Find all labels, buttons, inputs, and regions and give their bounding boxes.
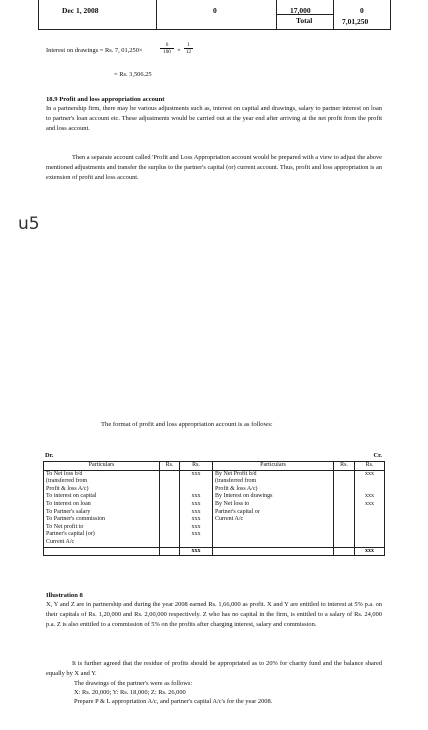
debit-particulars: To Net loss b/d (transferred from Profit & loss A/c) To interest on capital To interest on loan To Partner's salary To Partner's commission To Net profit to Partner's capital (or) Current A/c [44, 470, 160, 547]
column-header: Rs. [334, 462, 355, 471]
handwritten-mark: u5 [18, 214, 40, 234]
format-intro: The format of profit and loss appropriation account is as follows: [101, 421, 273, 428]
credit-side-label: Cr. [373, 452, 382, 459]
illustration-paragraph-2: It is further agreed that the residue of profits should be appropriated as to 20% for charity fund and the balance shared equally by X and Y. [46, 660, 382, 677]
appropriation-table [43, 461, 385, 556]
column-header: Particulars [44, 462, 160, 471]
value-cell: 0 [360, 6, 364, 15]
date-cell: Dec 1, 2008 [62, 6, 99, 15]
total-label: Total [296, 16, 313, 25]
debit-rs-column [160, 470, 180, 547]
previous-table-fragment [38, 0, 391, 30]
column-header: Rs. [180, 462, 213, 471]
illustration-paragraph-1: X, Y and Z are in partnership and during the year 2008 earned Rs. 1,66,000 as profit. X and Y are entitled to interest at 5% p.a. on their capitals of Rs. 1,20,000 and Rs. 2,00,000 respectively. Z who has no capital in the firm, is entitled to a salary of Rs. 24,000 p.a. Z is also entitled to a commission of 5% on the profits after charging interest, salary and commission. [46, 601, 382, 628]
section-paragraph-1: In a partnership firm, there may be various adjustments such as, interest on capital and drawings, salary to partner interest on loan to partner's loan account etc. These adjustments would be carried out at the year end after arriving at the net profit from the profit and loss account. [46, 105, 382, 132]
table-row [44, 470, 385, 547]
drawings-values: X: Rs. 20,000; Y: Rs. 18,000; Z: Rs. 26,000 [74, 689, 186, 696]
value-cell: 0 [213, 6, 217, 15]
value-cell: 17,000 [290, 6, 311, 15]
section-heading: 18.9 Profit and loss appropriation account [46, 96, 165, 103]
total-value: 7,01,250 [342, 17, 369, 26]
column-header: Rs. [355, 462, 385, 471]
appropriation-account [43, 452, 384, 572]
drawings-intro: The drawings of the partner's were as follows: [74, 680, 193, 687]
debit-amounts: xxx xxx xxx xxx xxx xxx xxx [180, 470, 213, 547]
section-paragraph-2: Then a separate account called 'Profit and Loss Appropriation account would be prepared with a view to adjust the above mentioned adjustments and transfer the surplus to the partner's capital (or) current account. Thus, profit and loss appropriation is an extension of profit and loss account. [46, 154, 382, 181]
interest-result: = Rs. 3,506.25 [114, 71, 152, 78]
credit-amounts: xxx xxx xxx [355, 470, 385, 547]
table-header-row [44, 462, 385, 471]
illustration-title: Illustration 8 [46, 592, 83, 599]
illustration-task: Prepare P & L appropriation A/c, and partner's capital A/c's for the year 2008. [74, 698, 273, 705]
debit-side-label: Dr. [45, 452, 54, 459]
total-row [44, 547, 385, 556]
interest-formula: Interest on drawings = Rs. 7, 01,250× 6 100 × 1 12 [46, 42, 192, 55]
total-debit: xxx [180, 547, 213, 556]
credit-rs-column [334, 470, 355, 547]
column-header: Particulars [213, 462, 334, 471]
total-credit: xxx [355, 547, 385, 556]
column-header: Rs. [160, 462, 180, 471]
credit-particulars: By Net Profit b/d (transferred from Profit & loss A/c) By Interest on drawings By Net loss to Partner's capital or Current A/c [213, 470, 334, 547]
